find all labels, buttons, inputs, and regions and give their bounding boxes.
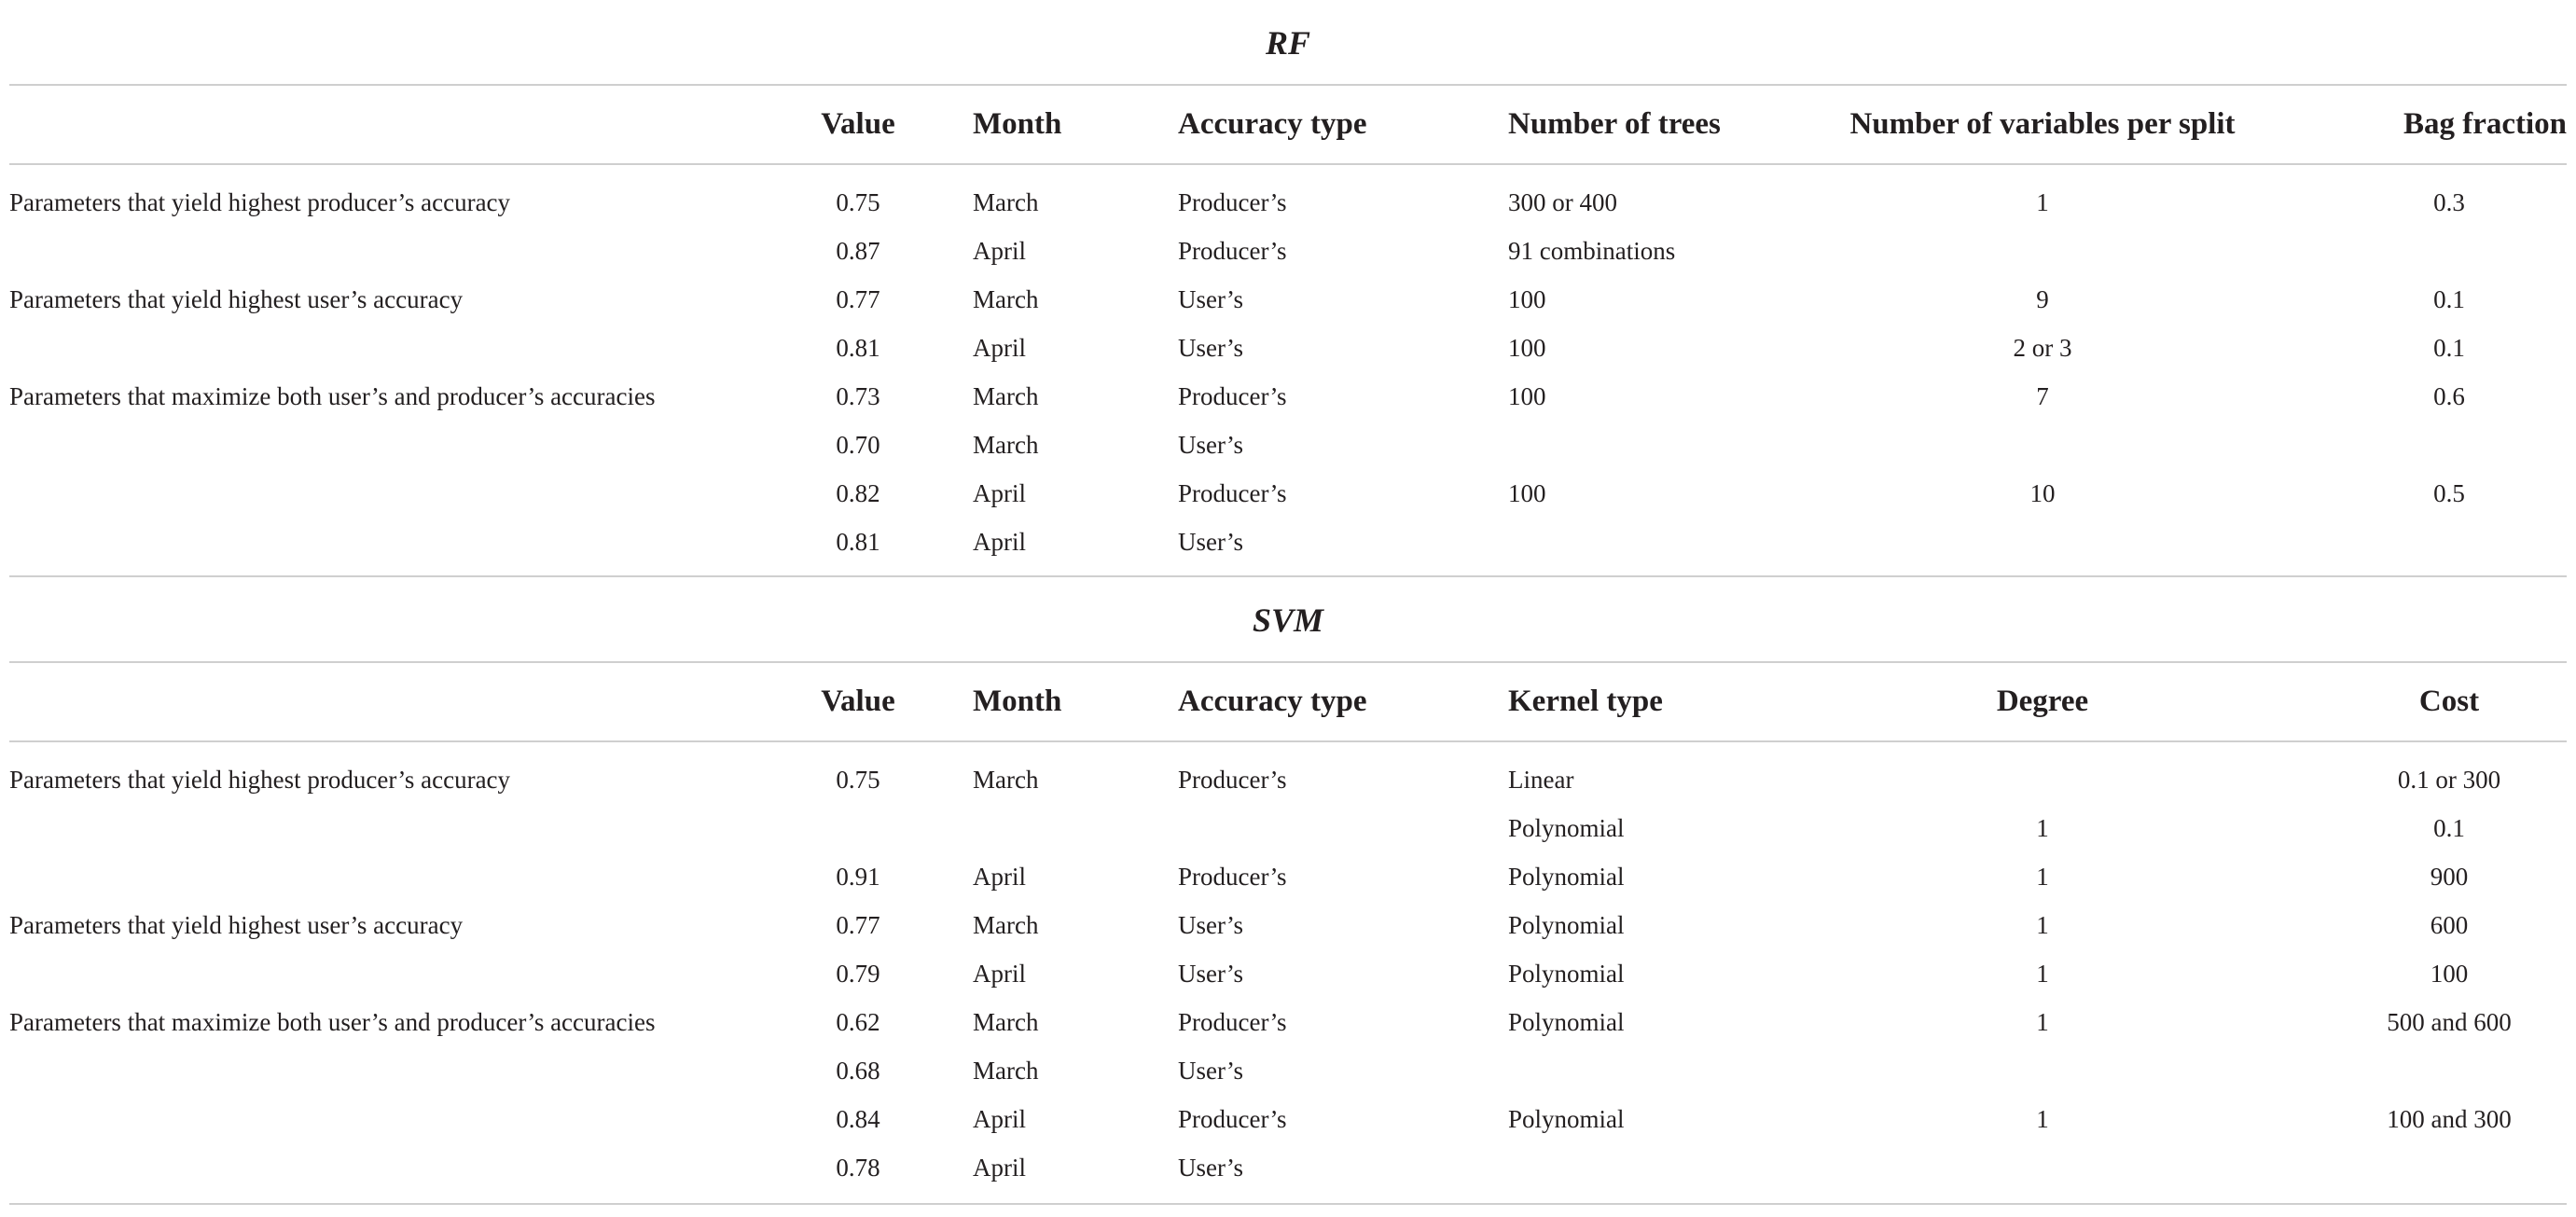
- table-cell: April: [973, 333, 1026, 362]
- table-cell: March: [973, 284, 1039, 313]
- table-cell: 100: [2430, 959, 2469, 988]
- table-cell: 100: [1508, 478, 1546, 507]
- table-cell: 0.77: [836, 910, 880, 939]
- table-cell: 0.3: [2433, 187, 2465, 216]
- table-cell: [9, 1046, 765, 1095]
- table-cell: [9, 421, 765, 469]
- table-cell: [1809, 1046, 2276, 1095]
- table-cell: 1: [2036, 813, 2049, 842]
- header-cell: Accuracy type: [1178, 107, 1367, 141]
- table-cell: [1809, 227, 2276, 275]
- table-cell: Producer’s: [1178, 765, 1287, 794]
- table-cell: 600: [2430, 910, 2469, 939]
- table-cell: April: [973, 1104, 1026, 1133]
- table-cell: User’s: [1178, 959, 1243, 988]
- table-cell: 0.62: [836, 1007, 880, 1036]
- table-cell: Parameters that maximize both user’s and producer’s accuracies: [9, 1007, 656, 1036]
- table-cell: [9, 324, 765, 372]
- header-cell: Kernel type: [1508, 685, 1663, 718]
- table-cell: [1809, 1143, 2276, 1192]
- table-cell: Parameters that yield highest producer’s accuracy: [9, 765, 511, 794]
- table-row: [9, 421, 2567, 469]
- table-cell: March: [973, 1007, 1039, 1036]
- header-cell: Degree: [1996, 685, 2089, 718]
- table-cell: [2276, 1046, 2567, 1095]
- table-cell: [1474, 1046, 1809, 1095]
- table-cell: [1474, 518, 1809, 566]
- table-cell: Parameters that maximize both user’s and producer’s accuracies: [9, 381, 656, 410]
- table-cell: 0.1: [2433, 333, 2465, 362]
- table-row: [9, 804, 2567, 852]
- table-cell: [1175, 804, 1474, 852]
- table-cell: 2 or 3: [2013, 333, 2072, 362]
- table-cell: 0.6: [2433, 381, 2465, 410]
- table-row: [9, 755, 2567, 804]
- table-cell: Polynomial: [1508, 1007, 1625, 1036]
- table-cell: Polynomial: [1508, 910, 1625, 939]
- table-cell: 0.5: [2433, 478, 2465, 507]
- table-cell: [9, 227, 765, 275]
- table-cell: March: [973, 765, 1039, 794]
- table-cell: 1: [2036, 959, 2049, 988]
- table-cell: 0.68: [836, 1056, 880, 1085]
- table-row: [9, 227, 2567, 275]
- table-cell: Parameters that yield highest producer’s accuracy: [9, 187, 511, 216]
- table-cell: Producer’s: [1178, 381, 1287, 410]
- table-cell: April: [973, 862, 1026, 891]
- table-cell: [9, 1095, 765, 1143]
- table-cell: [9, 949, 765, 998]
- table-cell: [2276, 227, 2567, 275]
- table-row: [9, 949, 2567, 998]
- header-cell: Value: [821, 107, 895, 141]
- table-cell: 0.1 or 300: [2397, 765, 2501, 794]
- table-cell: 0.81: [836, 333, 880, 362]
- table-cell: Polynomial: [1508, 1104, 1625, 1133]
- table-cell: 10: [2029, 478, 2056, 507]
- header-cell: Month: [973, 107, 1062, 141]
- table-cell: Producer’s: [1178, 236, 1287, 265]
- table-row: [9, 998, 2567, 1046]
- table-cell: Parameters that yield highest user’s accuracy: [9, 910, 464, 939]
- header-row: [9, 663, 2567, 742]
- section-title: RF: [9, 0, 2567, 86]
- table-cell: 300 or 400: [1508, 187, 1617, 216]
- table-cell: April: [973, 236, 1026, 265]
- table-cell: [2276, 421, 2567, 469]
- table-cell: 0.70: [836, 430, 880, 459]
- table-cell: March: [973, 430, 1039, 459]
- header-row: [9, 86, 2567, 165]
- table-cell: 0.91: [836, 862, 880, 891]
- table-cell: April: [973, 959, 1026, 988]
- table-cell: March: [973, 910, 1039, 939]
- table-cell: 91 combinations: [1508, 236, 1676, 265]
- table-row: [9, 1143, 2567, 1192]
- table-cell: March: [973, 381, 1039, 410]
- header-cell: [9, 86, 765, 163]
- table-row: [9, 372, 2567, 421]
- table-row: [9, 518, 2567, 566]
- table-cell: 900: [2430, 862, 2469, 891]
- table-cell: 1: [2036, 1104, 2049, 1133]
- table-cell: 0.78: [836, 1153, 880, 1182]
- table-cell: 9: [2036, 284, 2049, 313]
- header-cell: Bag fraction: [2403, 107, 2567, 141]
- table-cell: 100: [1508, 284, 1546, 313]
- table-body: [9, 165, 2567, 577]
- table-cell: Producer’s: [1178, 187, 1287, 216]
- header-cell: Accuracy type: [1178, 685, 1367, 718]
- table-cell: 0.1: [2433, 284, 2465, 313]
- table-cell: Parameters that yield highest user’s accuracy: [9, 284, 464, 313]
- table-cell: 0.75: [836, 187, 880, 216]
- table-body: [9, 742, 2567, 1205]
- table-cell: [2276, 518, 2567, 566]
- table-cell: [2276, 1143, 2567, 1192]
- table-cell: 0.82: [836, 478, 880, 507]
- table-cell: 100: [1508, 381, 1546, 410]
- table-cell: 500 and 600: [2387, 1007, 2512, 1036]
- table-cell: Producer’s: [1178, 478, 1287, 507]
- table-cell: [9, 469, 765, 518]
- table-cell: 0.87: [836, 236, 880, 265]
- header-cell: [9, 663, 765, 740]
- table-cell: 0.75: [836, 765, 880, 794]
- table-cell: 100: [1508, 333, 1546, 362]
- header-cell: Value: [821, 685, 895, 718]
- table-cell: 1: [2036, 1007, 2049, 1036]
- table-cell: Polynomial: [1508, 813, 1625, 842]
- header-cell: Number of trees: [1508, 107, 1721, 141]
- table-cell: March: [973, 1056, 1039, 1085]
- table-cell: Producer’s: [1178, 1104, 1287, 1133]
- table-cell: [9, 518, 765, 566]
- table-cell: User’s: [1178, 284, 1243, 313]
- table-cell: User’s: [1178, 333, 1243, 362]
- table-cell: [9, 804, 765, 852]
- table-cell: User’s: [1178, 910, 1243, 939]
- table-cell: [9, 852, 765, 901]
- table-row: [9, 469, 2567, 518]
- table-cell: [765, 804, 951, 852]
- header-cell: Cost: [2418, 685, 2480, 718]
- table-cell: April: [973, 527, 1026, 556]
- table-cell: 1: [2036, 862, 2049, 891]
- table-cell: [1809, 518, 2276, 566]
- table-cell: March: [973, 187, 1039, 216]
- svm-section: [9, 577, 2567, 1205]
- table-row: [9, 1095, 2567, 1143]
- table-cell: User’s: [1178, 1153, 1243, 1182]
- table-row: [9, 324, 2567, 372]
- table-cell: User’s: [1178, 527, 1243, 556]
- table-cell: [9, 1143, 765, 1192]
- table-cell: [1809, 421, 2276, 469]
- table-cell: Producer’s: [1178, 1007, 1287, 1036]
- table-row: [9, 275, 2567, 324]
- table-cell: 0.1: [2433, 813, 2465, 842]
- table-cell: [1809, 755, 2276, 804]
- table-row: [9, 178, 2567, 227]
- table-cell: 1: [2036, 910, 2049, 939]
- table-row: [9, 1046, 2567, 1095]
- table-cell: April: [973, 478, 1026, 507]
- table-cell: Linear: [1508, 765, 1574, 794]
- section-title: SVM: [9, 577, 2567, 663]
- table-cell: April: [973, 1153, 1026, 1182]
- table-cell: 100 and 300: [2387, 1104, 2512, 1133]
- table-cell: [1474, 421, 1809, 469]
- table-cell: Producer’s: [1178, 862, 1287, 891]
- header-cell: Number of variables per split: [1849, 107, 2236, 141]
- table-cell: 0.81: [836, 527, 880, 556]
- table-cell: 1: [2036, 187, 2049, 216]
- table-cell: User’s: [1178, 430, 1243, 459]
- table-row: [9, 901, 2567, 949]
- table-cell: 0.84: [836, 1104, 880, 1133]
- rf-section: [9, 0, 2567, 577]
- table-cell: Polynomial: [1508, 959, 1625, 988]
- header-cell: Month: [973, 685, 1062, 718]
- table-cell: 0.77: [836, 284, 880, 313]
- table-cell: [951, 804, 1175, 852]
- table-cell: Polynomial: [1508, 862, 1625, 891]
- table-cell: [1474, 1143, 1809, 1192]
- table-cell: 0.73: [836, 381, 880, 410]
- table-cell: 7: [2036, 381, 2049, 410]
- results-table: [9, 0, 2567, 1205]
- table-cell: User’s: [1178, 1056, 1243, 1085]
- table-cell: 0.79: [836, 959, 880, 988]
- table-row: [9, 852, 2567, 901]
